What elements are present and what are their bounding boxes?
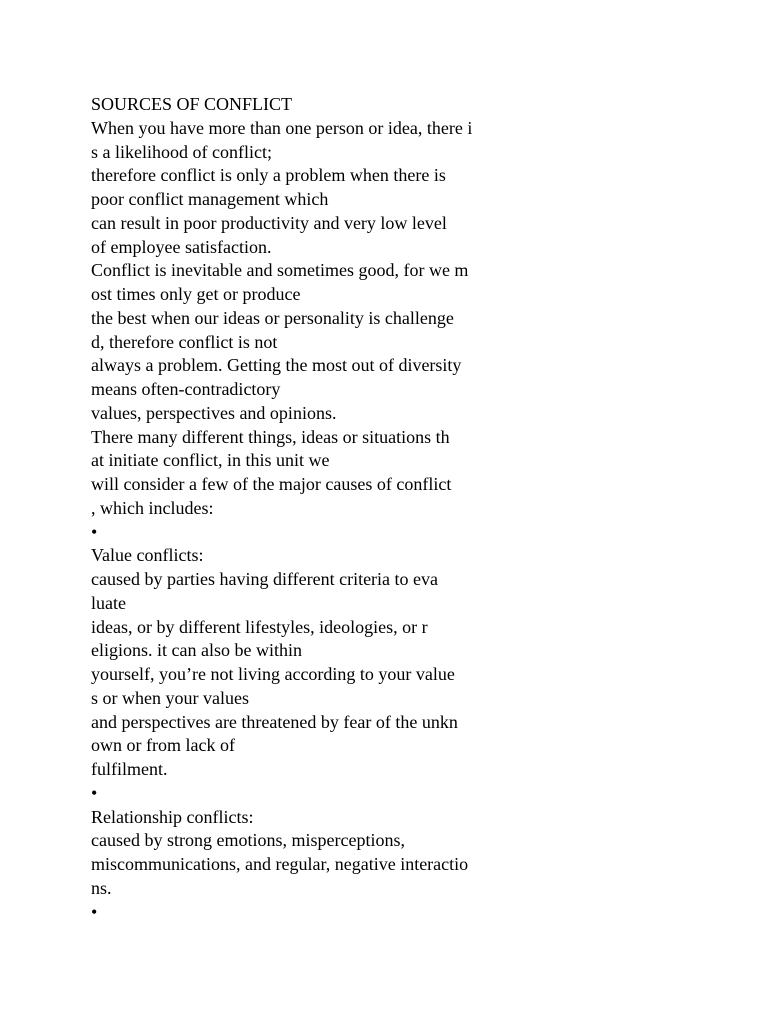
section-heading: Relationship conflicts: [91,806,254,827]
text-line: eligions. it can also be within [91,640,302,661]
text-line: Conflict is inevitable and sometimes good, for we m [91,260,469,281]
text-line: fulfilment. [91,759,168,779]
text-line: There many different things, ideas or situations th [91,426,450,447]
text-line: ns. [91,877,112,898]
text-line: caused by strong emotions, misperceptions, [91,830,405,851]
text-line: at initiate conflict, in this unit we [91,450,330,471]
text-line: d, therefore conflict is not [91,331,278,352]
text-line: ost times only get or produce [91,284,301,304]
text-line: will consider a few of the major causes of conflict [91,474,452,494]
text-line: s or when your values [91,687,249,708]
text-line: poor conflict management which [91,189,329,209]
section-heading: Value conflicts: [91,545,204,566]
text-line: miscommunications, and regular, negative interactio [91,854,469,874]
text-line: own or from lack of [91,735,235,756]
text-line: the best when our ideas or personality is challenge [91,307,454,328]
text-line: values, perspectives and opinions. [91,402,337,423]
text-line: means often-contradictory [91,379,281,399]
document-page [91,93,751,924]
text-line: , which includes: [91,497,214,518]
text-line: caused by parties having different criteria to eva [91,569,439,589]
text-line: therefore conflict is only a problem when there is [91,165,446,186]
text-line: always a problem. Getting the most out of diversity [91,355,462,376]
text-line: ideas, or by different lifestyles, ideologies, or r [91,616,428,637]
bullet-marker: • [91,901,98,922]
bullet-marker: • [91,782,98,803]
text-line: s a likelihood of conflict; [91,141,272,162]
bullet-marker: • [91,521,98,542]
document-title: SOURCES OF CONFLICT [91,94,293,114]
text-line: of employee satisfaction. [91,236,272,257]
text-line: luate [91,592,126,613]
text-line: and perspectives are threatened by fear of the unkn [91,711,458,732]
text-line: yourself, you’re not living according to your value [91,664,455,684]
text-line: When you have more than one person or idea, there i [91,117,473,138]
text-line: can result in poor productivity and very low level [91,212,447,233]
